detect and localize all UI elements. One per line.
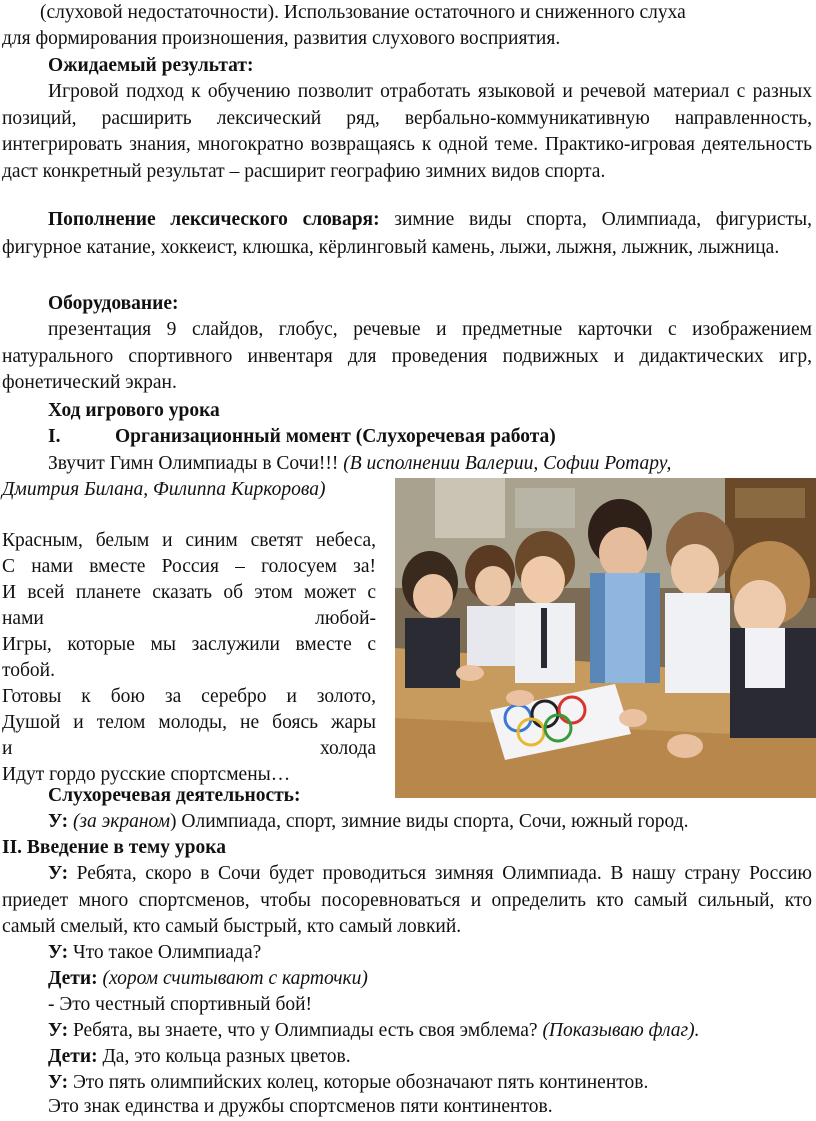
anthem-performers-line-2	[2, 477, 326, 504]
last-line: Это знак единства и дружбы спортсменов пяти континентов.	[48, 1096, 553, 1117]
kids-rings-text: Да, это кольца разных цветов.	[97, 1046, 351, 1067]
poem-line: Красным, белым и синим светят небеса,	[2, 530, 376, 551]
hearing-line	[48, 809, 810, 836]
teacher-label: У:	[48, 1072, 69, 1093]
teacher-rings-text: Это пять олимпийских колец, которые обозначают пять континентов.	[68, 1072, 649, 1093]
teacher-emblem-text: Ребята, вы знаете, что у Олимпиады есть своя эмблема?	[68, 1020, 543, 1041]
anthem-text: Звучит Гимн Олимпиады в Сочи!!!	[48, 453, 344, 474]
poem-line-split	[2, 736, 376, 763]
poem-line: Душой и телом молоды, не боясь жары	[2, 712, 376, 733]
kids-label: Дети:	[48, 1046, 98, 1067]
hearing-teacher-label: У:	[48, 811, 69, 832]
poem-line: Идут гордо русские спортсмены…	[2, 764, 291, 785]
poem-word: нами	[2, 608, 44, 629]
poem-word: любой-	[315, 608, 376, 629]
hearing-text: ) Олимпиада, спорт, зимние виды спорта, Сочи, южный город.	[170, 811, 689, 832]
vocab-text: зимние виды спорта, Олимпиада, фигуристы, фигурное катание, хоккеист, клюшка, кёрлинговый камень, лыжи, лыжня, лыжник, лыжница.	[2, 209, 812, 258]
classroom-photo	[395, 478, 816, 798]
kids-answer-line-1	[48, 966, 368, 993]
poem-line: Игры, которые мы заслужили вместе с	[2, 634, 376, 655]
teacher-emblem-line	[48, 1018, 700, 1045]
poem-line: С нами вместе Россия – голосуем за!	[2, 556, 376, 577]
classroom-photo-drawing	[395, 478, 816, 798]
teacher-question: Что такое Олимпиада?	[68, 942, 262, 963]
teacher-intro-text: Ребята, скоро в Сочи будет проводиться зимняя Олимпиада. В нашу страну Россию приедет много спортсменов, чтобы посоревноваться и определить кто самый сильный, кто самый смелый, кто самый быстрый, кто самый ловкий.	[2, 863, 812, 938]
poem-line: тобой.	[2, 660, 55, 681]
lesson-heading: Ход игрового урока	[48, 400, 220, 421]
teacher-intro-paragraph	[0, 861, 816, 941]
section2-title: II. Введение в тему урока	[2, 837, 226, 858]
anthem-line	[48, 451, 810, 478]
hearing-heading: Слухоречевая деятельность:	[48, 785, 301, 806]
teacher-label: У:	[48, 863, 69, 884]
poem-word: и	[2, 738, 13, 759]
teacher-question-line	[48, 940, 261, 967]
hearing-teacher-part	[48, 809, 689, 836]
anthem-performers-1: (В исполнении Валерии, Софии Ротару,	[343, 453, 672, 474]
teacher-label: У:	[48, 1020, 69, 1041]
kids-note: (хором считывают с карточки)	[97, 968, 368, 989]
poem-line: Готовы к бою за серебро и золото,	[2, 686, 376, 707]
teacher-label: У:	[48, 942, 69, 963]
equipment-heading: Оборудование:	[48, 293, 179, 314]
kids-rings-line	[48, 1044, 351, 1071]
anthem-performers-2: Дмитрия Билана, Филиппа Киркорова)	[2, 479, 326, 500]
hearing-italic: (за экраном	[72, 811, 171, 832]
equipment-paragraph: презентация 9 слайдов, глобус, речевые и предметные карточки с изображением натурального спортивного инвентаря для проведения подвижных и дидактических игр, фонетический экран.	[2, 319, 812, 394]
kids-answer-line-2: - Это честный спортивный бой!	[48, 994, 313, 1015]
teacher-emblem-note: (Показываю флаг).	[542, 1020, 700, 1041]
poem-line: И всей планете сказать об этом может с	[2, 582, 376, 603]
kids-label: Дети:	[48, 968, 98, 989]
poem-word: холода	[320, 738, 376, 759]
expected-paragraph: Игровой подход к обучению позволит отработать языковой и речевой материал с разных позиций, расширить лексический ряд, вербально-коммуникативную направленность, интегрировать знания, многократно возвращаясь к одной теме. Практико-игровая деятельность даст конкретный результат – расширит географию зимних видов спорта.	[2, 81, 812, 182]
intro-line-1: (слуховой недостаточности). Использование остаточного и сниженного слуха	[40, 2, 686, 23]
section1-title: Организационный момент (Слухоречевая работа)	[115, 426, 556, 447]
poem-line-split	[2, 606, 376, 633]
vocab-paragraph	[0, 206, 816, 261]
teacher-rings-line	[48, 1070, 648, 1097]
expected-heading: Ожидаемый результат:	[48, 55, 254, 76]
section1-number: I.	[48, 426, 61, 447]
intro-line-2: для формирования произношения, развития слухового восприятия.	[2, 28, 561, 49]
vocab-heading: Пополнение лексического словаря:	[48, 209, 380, 230]
